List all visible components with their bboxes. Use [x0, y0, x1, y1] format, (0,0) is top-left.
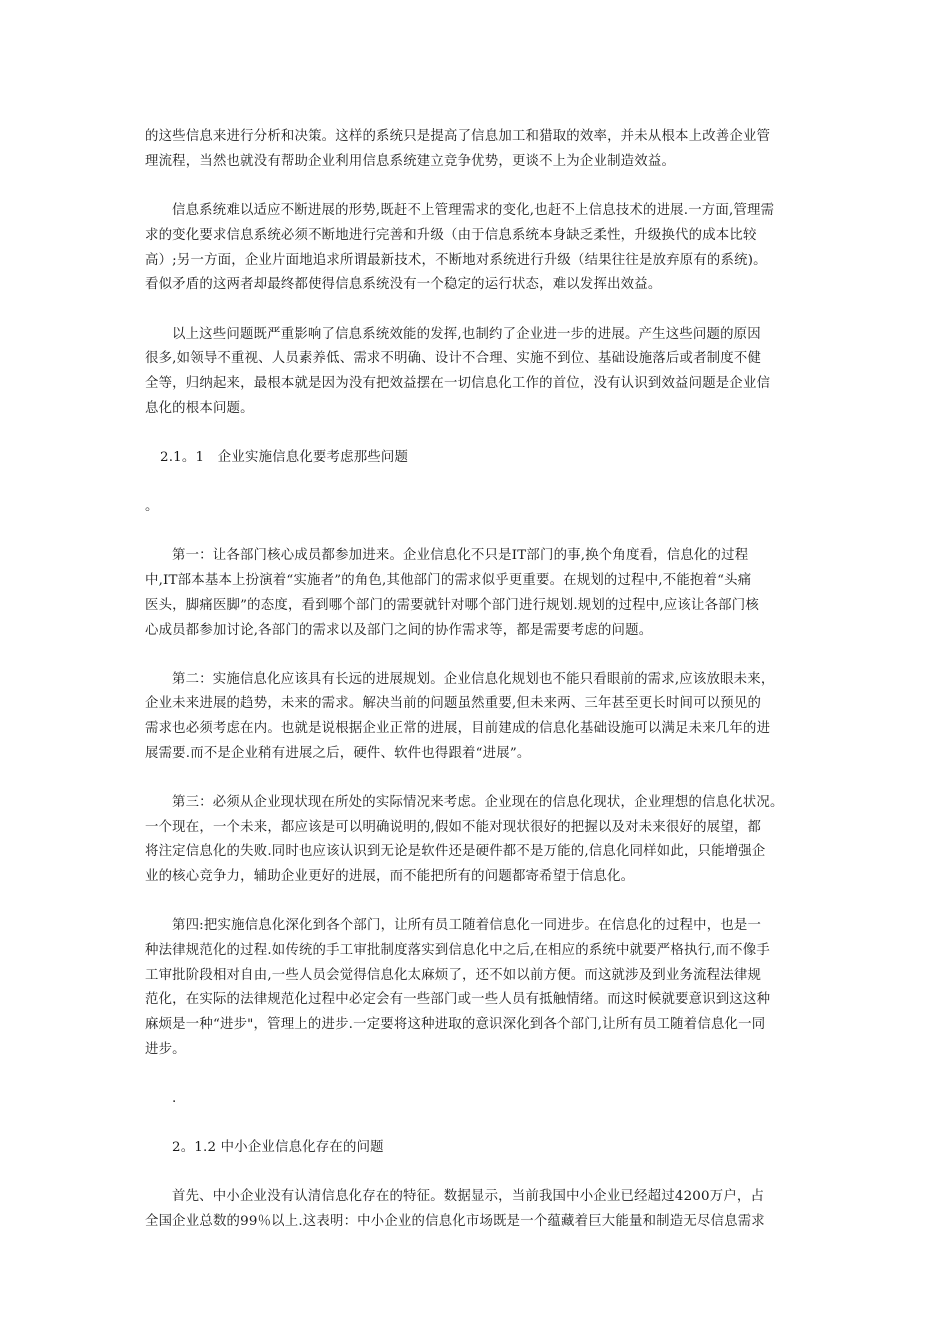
text-line: 一个现在，一个未来，都应该是可以明确说明的,假如不能对现状很好的把握以及对未来很好的展望，都: [145, 820, 762, 835]
text-line: 范化，在实际的法律规范化过程中必定会有一些部门或一些人员有抵触情绪。而这时候就要意识到这这种: [145, 992, 771, 1007]
text-line: 理流程，当然也就没有帮助企业利用信息系统建立竞争优势，更谈不上为企业制造效益。: [145, 154, 676, 169]
text-line: 展需要.而不是企业稍有进展之后，硬件、软件也得跟着“进展”。: [145, 746, 531, 761]
text-line: 中,IT部本基本上扮演着“实施者”的角色,其他部门的需求似乎更重要。在规划的过程中,不能抱着“头痛: [145, 573, 752, 588]
text-line: 将注定信息化的失败.同时也应该认识到无论是软件还是硬件都不是万能的,信息化同样如此，只能增强企: [145, 844, 766, 859]
section-heading: 2.1。1 企业实施信息化要考虑那些问题: [160, 450, 409, 465]
text-line: 第二：实施信息化应该具有长远的进展规划。企业信息化规划也不能只看眼前的需求,应该放眼未来，: [172, 672, 775, 687]
text-line: 的这些信息来进行分析和决策。这样的系统只是提高了信息加工和猎取的效率，并未从根本上改善企业管: [145, 129, 771, 144]
text-line: 以上这些问题既严重影响了信息系统效能的发挥,也制约了企业进一步的进展。产生这些问题的原因: [172, 327, 761, 342]
text-line: 麻烦是一种“进步"，管理上的进步.一定要将这种进取的意识深化到各个部门,让所有员工随着信息化一同: [145, 1017, 766, 1032]
text-line: 看似矛盾的这两者却最终都使得信息系统没有一个稳定的运行状态，难以发挥出效益。: [145, 277, 662, 292]
text-line: 信息系统难以适应不断进展的形势,既赶不上管理需求的变化,也赶不上信息技术的进展.一方面,管理需: [172, 203, 775, 218]
text-line: 业的核心竞争力，辅助企业更好的进展，而不能把所有的问题都寄希望于信息化。: [145, 869, 635, 884]
text-line: 进步。: [145, 1042, 186, 1057]
text-line: 很多,如领导不重视、人员素养低、需求不明确、设计不合理、实施不到位、基础设施落后或者制度不健: [145, 351, 762, 366]
text-line: 种法律规范化的过程.如传统的手工审批制度落实到信息化中之后,在相应的系统中就要严格执行,而不像手: [145, 943, 770, 958]
text-line: 需求也必须考虑在内。也就是说根据企业正常的进展，目前建成的信息化基础设施可以满足未来几年的进: [145, 721, 771, 736]
text-line: 全国企业总数的99％以上.这表明：中小企业的信息化市场既是一个蕴藏着巨大能量和制造无尽信息需求: [145, 1214, 765, 1229]
text-line: 首先、中小企业没有认清信息化存在的特征。数据显示，当前我国中小企业已经超过4200万户，占: [172, 1189, 765, 1204]
text-line: 心成员都参加讨论,各部门的需求以及部门之间的协作需求等，都是需要考虑的问题。: [145, 623, 653, 638]
text-line: 工审批阶段相对自由,一些人员会觉得信息化太麻烦了，还不如以前方便。而这就涉及到业务流程法律规: [145, 968, 762, 983]
text-line: 医头，脚痛医脚”的态度，看到哪个部门的需要就针对哪个部门进行规划.规划的过程中,应该让各部门核: [145, 598, 759, 613]
text-line: 第三：必须从企业现状现在所处的实际情况来考虑。企业现在的信息化现状，企业理想的信息化状况。: [172, 795, 784, 810]
text-line: 息化的根本问题。: [145, 401, 254, 416]
section-heading: 2。1.2 中小企业信息化存在的问题: [172, 1140, 384, 1155]
text-line: 第一：让各部门核心成员都参加进来。企业信息化不只是IT部门的事,换个角度看，信息化的过程: [172, 548, 749, 563]
text-line: 全等，归纳起来，最根本就是因为没有把效益摆在一切信息化工作的首位，没有认识到效益问题是企业信: [145, 376, 771, 391]
text-line: 企业未来进展的趋势，未来的需求。解决当前的问题虽然重要,但未来两、三年甚至更长时间可以预见的: [145, 696, 762, 711]
text-line: 。: [145, 499, 159, 514]
text-line: 求的变化要求信息系统必须不断地进行完善和升级（由于信息系统本身缺乏柔性，升级换代的成本比较: [145, 228, 757, 243]
text-line: 第四:把实施信息化深化到各个部门，让所有员工随着信息化一同进步。在信息化的过程中，也是一: [172, 918, 762, 933]
text-line: 高）;另一方面，企业片面地追求所谓最新技术，不断地对系统进行升级（结果往往是放弃原有的系统)。: [145, 253, 767, 268]
text-line: .: [172, 1091, 177, 1106]
